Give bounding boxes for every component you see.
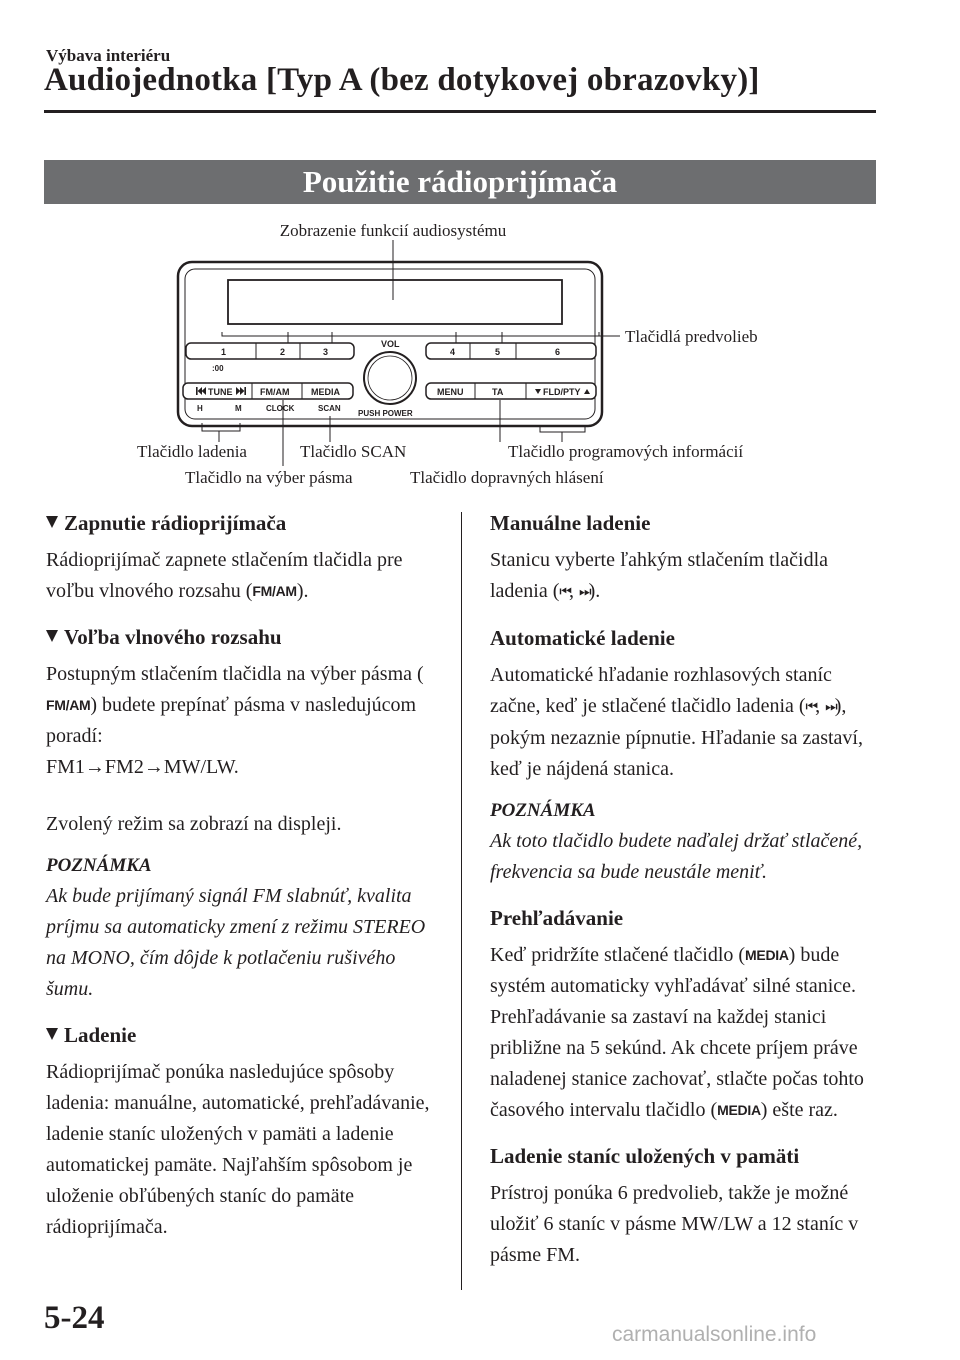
program-info-label: Tlačidlo programových informácií <box>508 442 744 461</box>
display-label: Zobrazenie funkcií audiosystému <box>279 221 507 240</box>
media-key: MEDIA <box>745 947 789 963</box>
presets-label: Tlačidlá predvolieb <box>625 327 758 346</box>
section-automaticke <box>490 616 886 660</box>
svg-text:TUNE: TUNE <box>208 387 233 397</box>
section-banner: Použitie rádioprijímača <box>44 160 876 204</box>
note-label: POZNÁMKA <box>46 855 152 876</box>
vol-label: VOL <box>381 339 400 349</box>
svg-text:FLD/PTY: FLD/PTY <box>543 387 581 397</box>
page-title: Audiojednotka [Typ A (bez dotykovej obrazovky)] <box>44 62 760 98</box>
scan-button-label: Tlačidlo SCAN <box>300 442 407 461</box>
paragraph-prehladavanie: Keď pridržíte stlačené tlačidlo (MEDIA) bude systém automaticky vyhľadávať silné stanice. Prehľadávanie sa zastaví na každej stanici približne na 5 sekúnd. Ak chcete príjem práve naladenej stanice zachovať, stlačte počas tohto časového intervalu tlačidlo (MEDIA) ešte raz. <box>490 940 886 1126</box>
section-pamat <box>490 1134 886 1178</box>
heading-volba: Voľba vlnového rozsahu <box>46 622 441 653</box>
scan-label: SCAN <box>318 404 341 413</box>
watermark: carmanualsonline.info <box>612 1323 817 1346</box>
paragraph-ladenie: Rádioprijímač ponúka nasledujúce spôsoby ladenia: manuálne, automatické, prehľadávanie, ladenie staníc uložených v pamäti a ladenie automatickej pamäte. Najľahším spôsobom je uloženie obľúbených staníc do pamäte rádioprijímača. <box>46 1061 430 1238</box>
fm-am-button[interactable]: FM/AM <box>260 387 290 397</box>
preset-2-button[interactable]: 2 <box>280 347 286 357</box>
left-column <box>46 508 441 1251</box>
paragraph-display: Zvolený režim sa zobrazí na displeji. <box>46 813 342 835</box>
triangle-down-icon <box>46 1028 58 1040</box>
fm-am-key: FM/AM <box>252 583 297 599</box>
heading-pamat: Ladenie staníc uložených v pamäti <box>490 1144 800 1168</box>
h-label: H <box>197 404 203 413</box>
preset-4-button[interactable]: 4 <box>450 347 456 357</box>
column-divider <box>461 512 462 1290</box>
display-screen <box>228 280 562 324</box>
note-text: Ak toto tlačidlo budete naďalej držať stlačené, frekvencia sa bude neustále meniť. <box>490 830 863 883</box>
heading-automaticke: Automatické ladenie <box>490 626 675 650</box>
preset-strip-left <box>186 343 354 359</box>
band-sequence: FM1→FM2→MW/LW. <box>46 756 239 778</box>
section-ladenie <box>46 1013 441 1057</box>
section-label: Výbava interiéru <box>46 46 171 65</box>
paragraph-automaticke: Automatické hľadanie rozhlasových staníc začne, keď je stlačené tlačidlo ladenia (⏮, ⏭), pokým nezaznie pípnutie. Hľadanie sa zastaví, keď je nájdená stanica. <box>490 664 863 780</box>
time-00-label: :00 <box>212 364 224 373</box>
section-volba <box>46 615 441 659</box>
volume-knob[interactable] <box>364 352 416 404</box>
ta-button[interactable]: TA <box>492 387 504 397</box>
section-prehladavanie <box>490 896 886 940</box>
heading-ladenie: Ladenie <box>46 1020 441 1051</box>
audio-unit-diagram <box>0 0 960 500</box>
paragraph-volba: Postupným stlačením tlačidla na výber pásma (FM/AM) budete prepínať pásma v nasledujúcom poradí: <box>46 663 424 747</box>
media-key: MEDIA <box>717 1102 761 1118</box>
preset-1-button[interactable]: 1 <box>221 347 227 357</box>
section-zapnutie <box>46 508 441 545</box>
paragraph-pamat: Prístroj ponúka 6 predvolieb, takže je možné uložiť 6 staníc v pásme MW/LW a 12 staníc v pásme FM. <box>490 1182 859 1266</box>
triangle-down-icon <box>46 516 58 528</box>
preset-3-button[interactable]: 3 <box>323 347 329 357</box>
seek-forward-icon: ⏭ <box>825 699 835 715</box>
heading-manualne: Manuálne ladenie <box>490 511 651 535</box>
triangle-down-icon <box>46 630 58 642</box>
preset-5-button[interactable]: 5 <box>495 347 501 357</box>
right-column <box>490 508 886 1279</box>
media-button[interactable]: MEDIA <box>311 387 340 397</box>
tune-label: Tlačidlo ladenia <box>137 442 247 461</box>
seek-back-icon: ⏮ <box>805 699 816 715</box>
paragraph-manualne: Stanicu vyberte ľahkým stlačením tlačidla ladenia (⏮, ⏭). <box>490 549 829 602</box>
section-manualne <box>490 508 886 545</box>
paragraph-zapnutie: Rádioprijímač zapnete stlačením tlačidla pre voľbu vlnového rozsahu (FM/AM). <box>46 545 441 607</box>
clock-label: CLOCK <box>266 404 295 413</box>
fm-am-key: FM/AM <box>46 697 91 713</box>
band-label: Tlačidlo na výber pásma <box>185 468 353 487</box>
seek-back-icon: ⏮ <box>559 584 570 600</box>
traffic-label: Tlačidlo dopravných hlásení <box>410 468 604 487</box>
m-label: M <box>235 404 242 413</box>
heading-zapnutie: Zapnutie rádioprijímača <box>46 508 441 539</box>
heading-prehladavanie: Prehľadávanie <box>490 906 624 930</box>
note-text: Ak bude prijímaný signál FM slabnúť, kvalita príjmu sa automaticky zmení z režimu STEREO na MONO, čím dôjde k potlačeniu rušivého šumu. <box>46 885 426 1000</box>
note-label: POZNÁMKA <box>490 800 596 821</box>
seek-forward-icon: ⏭ <box>579 584 589 600</box>
menu-button[interactable]: MENU <box>437 387 464 397</box>
preset-6-button[interactable]: 6 <box>555 347 561 357</box>
page-number: 5-24 <box>44 1300 105 1336</box>
push-power-label: PUSH POWER <box>358 409 413 418</box>
